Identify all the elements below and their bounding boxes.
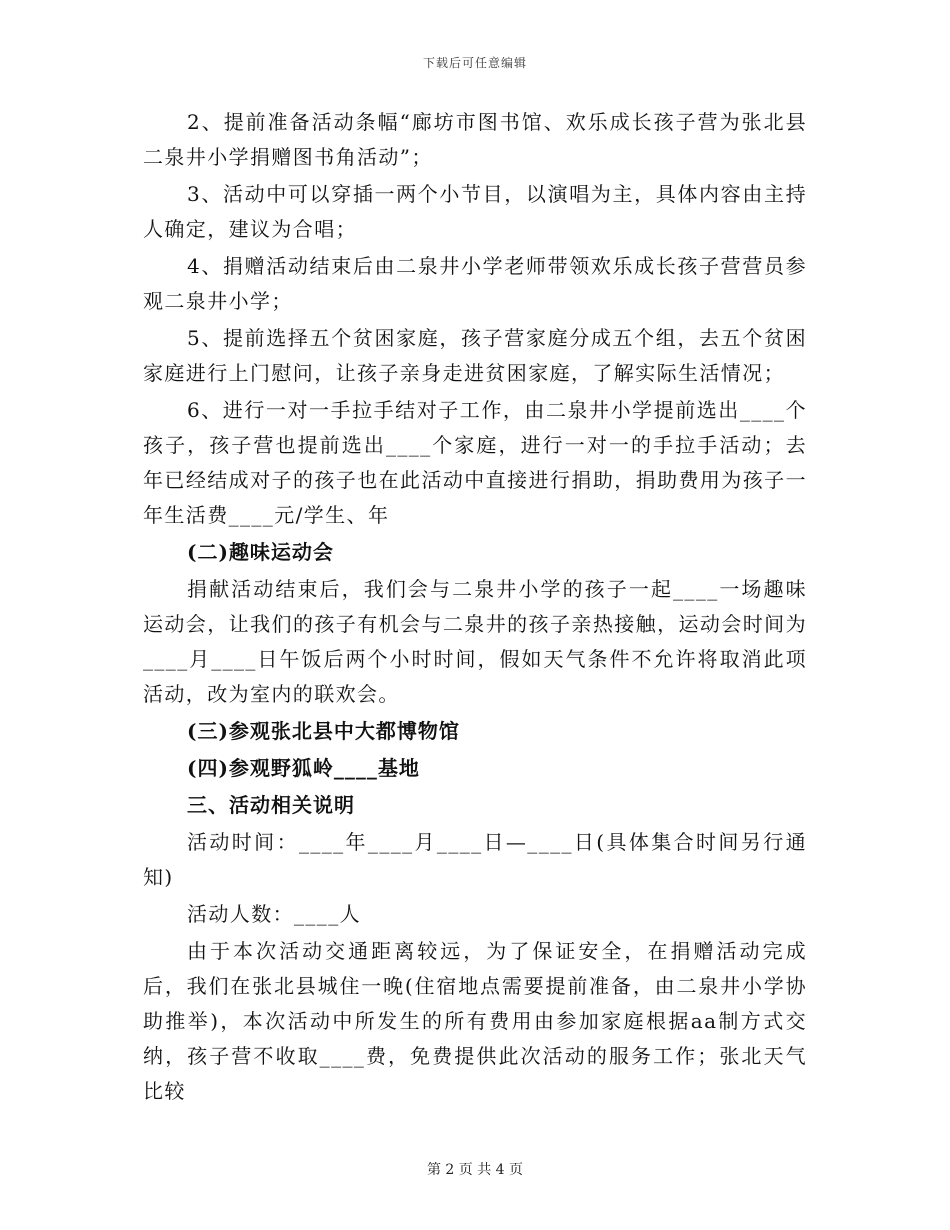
section-heading-notes: 三、活动相关说明 xyxy=(187,793,355,817)
paragraph-item-3: 3、活动中可以穿插一两个小节目，以演唱为主，具体内容由主持人确定，建议为合唱； xyxy=(143,182,807,241)
section-heading-fun-sports: (二)趣味运动会 xyxy=(187,540,334,564)
section-heading-museum: (三)参观张北县中大都博物馆 xyxy=(187,719,460,743)
paragraph-activity-time: 活动时间：____年____月____日—____日(具体集合时间另行通知) xyxy=(143,830,807,889)
paragraph-item-6: 6、进行一对一手拉手结对子工作，由二泉井小学提前选出____个孩子，孩子营也提前选出____个家庭，进行一对一的手拉手活动；去年已经结成对子的孩子也在此活动中直接进行捐助，捐助费用为孩子一年生活费____元/学生、年 xyxy=(143,398,807,527)
page-header: 下载后可任意编辑 xyxy=(422,56,527,70)
document-body xyxy=(143,105,807,1109)
paragraph-activity-count: 活动人数：____人 xyxy=(187,902,361,926)
section-heading-base: (四)参观野狐岭____基地 xyxy=(187,756,420,780)
page-number: 第 2 页 共 4 页 xyxy=(426,1162,524,1178)
paragraph-item-5: 5、提前选择五个贫困家庭，孩子营家庭分成五个组，去五个贫困家庭进行上门慰问，让孩子亲身走进贫困家庭，了解实际生活情况； xyxy=(143,326,807,385)
paragraph-travel-notes: 由于本次活动交通距离较远，为了保证安全，在捐赠活动完成后，我们在张北县城住一晚(住宿地点需要提前准备，由二泉井小学协助推举)，本次活动中所发生的所有费用由参加家庭根据aa制方式交纳，孩子营不收取____费，免费提供此次活动的服务工作；张北天气比较 xyxy=(143,939,807,1103)
paragraph-sports-meet: 捐献活动结束后，我们会与二泉井小学的孩子一起____一场趣味运动会，让我们的孩子有机会与二泉井的孩子亲热接触，运动会时间为____月____日午饭后两个小时时间，假如天气条件不允许将取消此项活动，改为室内的联欢会。 xyxy=(143,577,807,706)
paragraph-item-2: 2、提前准备活动条幅“廊坊市图书馆、欢乐成长孩子营为张北县二泉井小学捐赠图书角活动”； xyxy=(143,110,807,169)
paragraph-item-4: 4、捐赠活动结束后由二泉井小学老师带领欢乐成长孩子营营员参观二泉井小学； xyxy=(143,254,807,313)
